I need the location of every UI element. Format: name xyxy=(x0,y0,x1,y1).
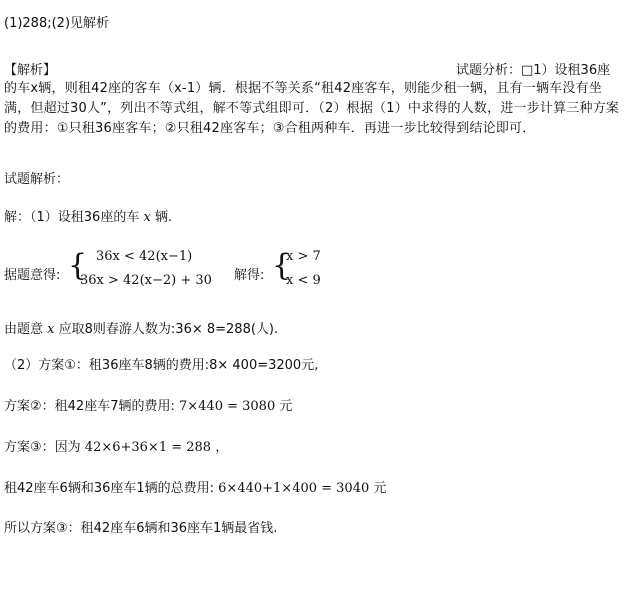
plan-3-formula: 42×6+36×1 = 288 xyxy=(84,440,212,455)
plan-2-line xyxy=(4,395,292,414)
solution-1: x > 7 xyxy=(286,249,321,264)
solution-heading: 试题解析： xyxy=(4,172,70,187)
plan-1: （2）方案①：租36座车8辆的费用:8× 400=3200元, xyxy=(4,358,319,373)
solution-brace-icon: { xyxy=(272,248,292,283)
answer-line: (1)288;(2)见解析 xyxy=(4,16,110,31)
inequality-1: 36x < 42(x−1) xyxy=(96,249,193,264)
plan-3-tail: ， xyxy=(215,440,229,455)
solution-2: x < 9 xyxy=(286,273,321,288)
combo-formula: 6×440+1×400 = 3040 xyxy=(218,481,370,496)
step1-variable: x xyxy=(143,210,151,225)
plan-2-formula: 7×440 = 3080 xyxy=(179,399,276,414)
step1-prefix: 解：（1）设租36座的车 xyxy=(4,210,140,225)
solution-step1 xyxy=(4,206,172,225)
step1-suffix: 辆. xyxy=(154,210,173,225)
inequality-2: 36x > 42(x−2) + 30 xyxy=(80,273,212,288)
conclusion-prefix: 由题意 xyxy=(4,322,44,337)
plan-2-text: 方案②：租42座车7辆的费用: xyxy=(4,399,175,414)
system-brace-icon: { xyxy=(68,248,88,283)
conclusion-variable: x xyxy=(47,322,55,337)
conclusion-suffix: 应取8则春游人数为:36× 8=288(人). xyxy=(58,322,279,337)
analysis-heading: 【解析】 xyxy=(4,63,57,78)
system-label: 据题意得: xyxy=(4,268,61,283)
conclusion-line xyxy=(4,318,278,337)
plan-3-line xyxy=(4,436,228,455)
plan-2-unit: 元 xyxy=(279,399,293,414)
combo-line xyxy=(4,477,386,496)
final-conclusion: 所以方案③：租42座车6辆和36座车1辆最省钱. xyxy=(4,521,278,536)
combo-text: 租42座车6辆和36座车1辆的总费用: xyxy=(4,481,215,496)
plan-3-text: 方案③：因为 xyxy=(4,440,81,455)
solve-label: 解得: xyxy=(234,268,265,283)
combo-unit: 元 xyxy=(373,481,387,496)
analysis-intro: 试题分析：□1）设租36座 xyxy=(456,63,611,78)
analysis-paragraph: 的车x辆，则租42座的客车（x-1）辆．根据不等关系“租42座客车，则能少租一辆，且有一辆车没有坐满，但超过30人”，列出不等式组，解不等式组即可．（2）根据（1）中求得的人数，进一步计算三种方案的费用：①只租36座客车；②只租42座客车；③合租两种车．再进一步比较得到结论即可． xyxy=(4,81,620,136)
